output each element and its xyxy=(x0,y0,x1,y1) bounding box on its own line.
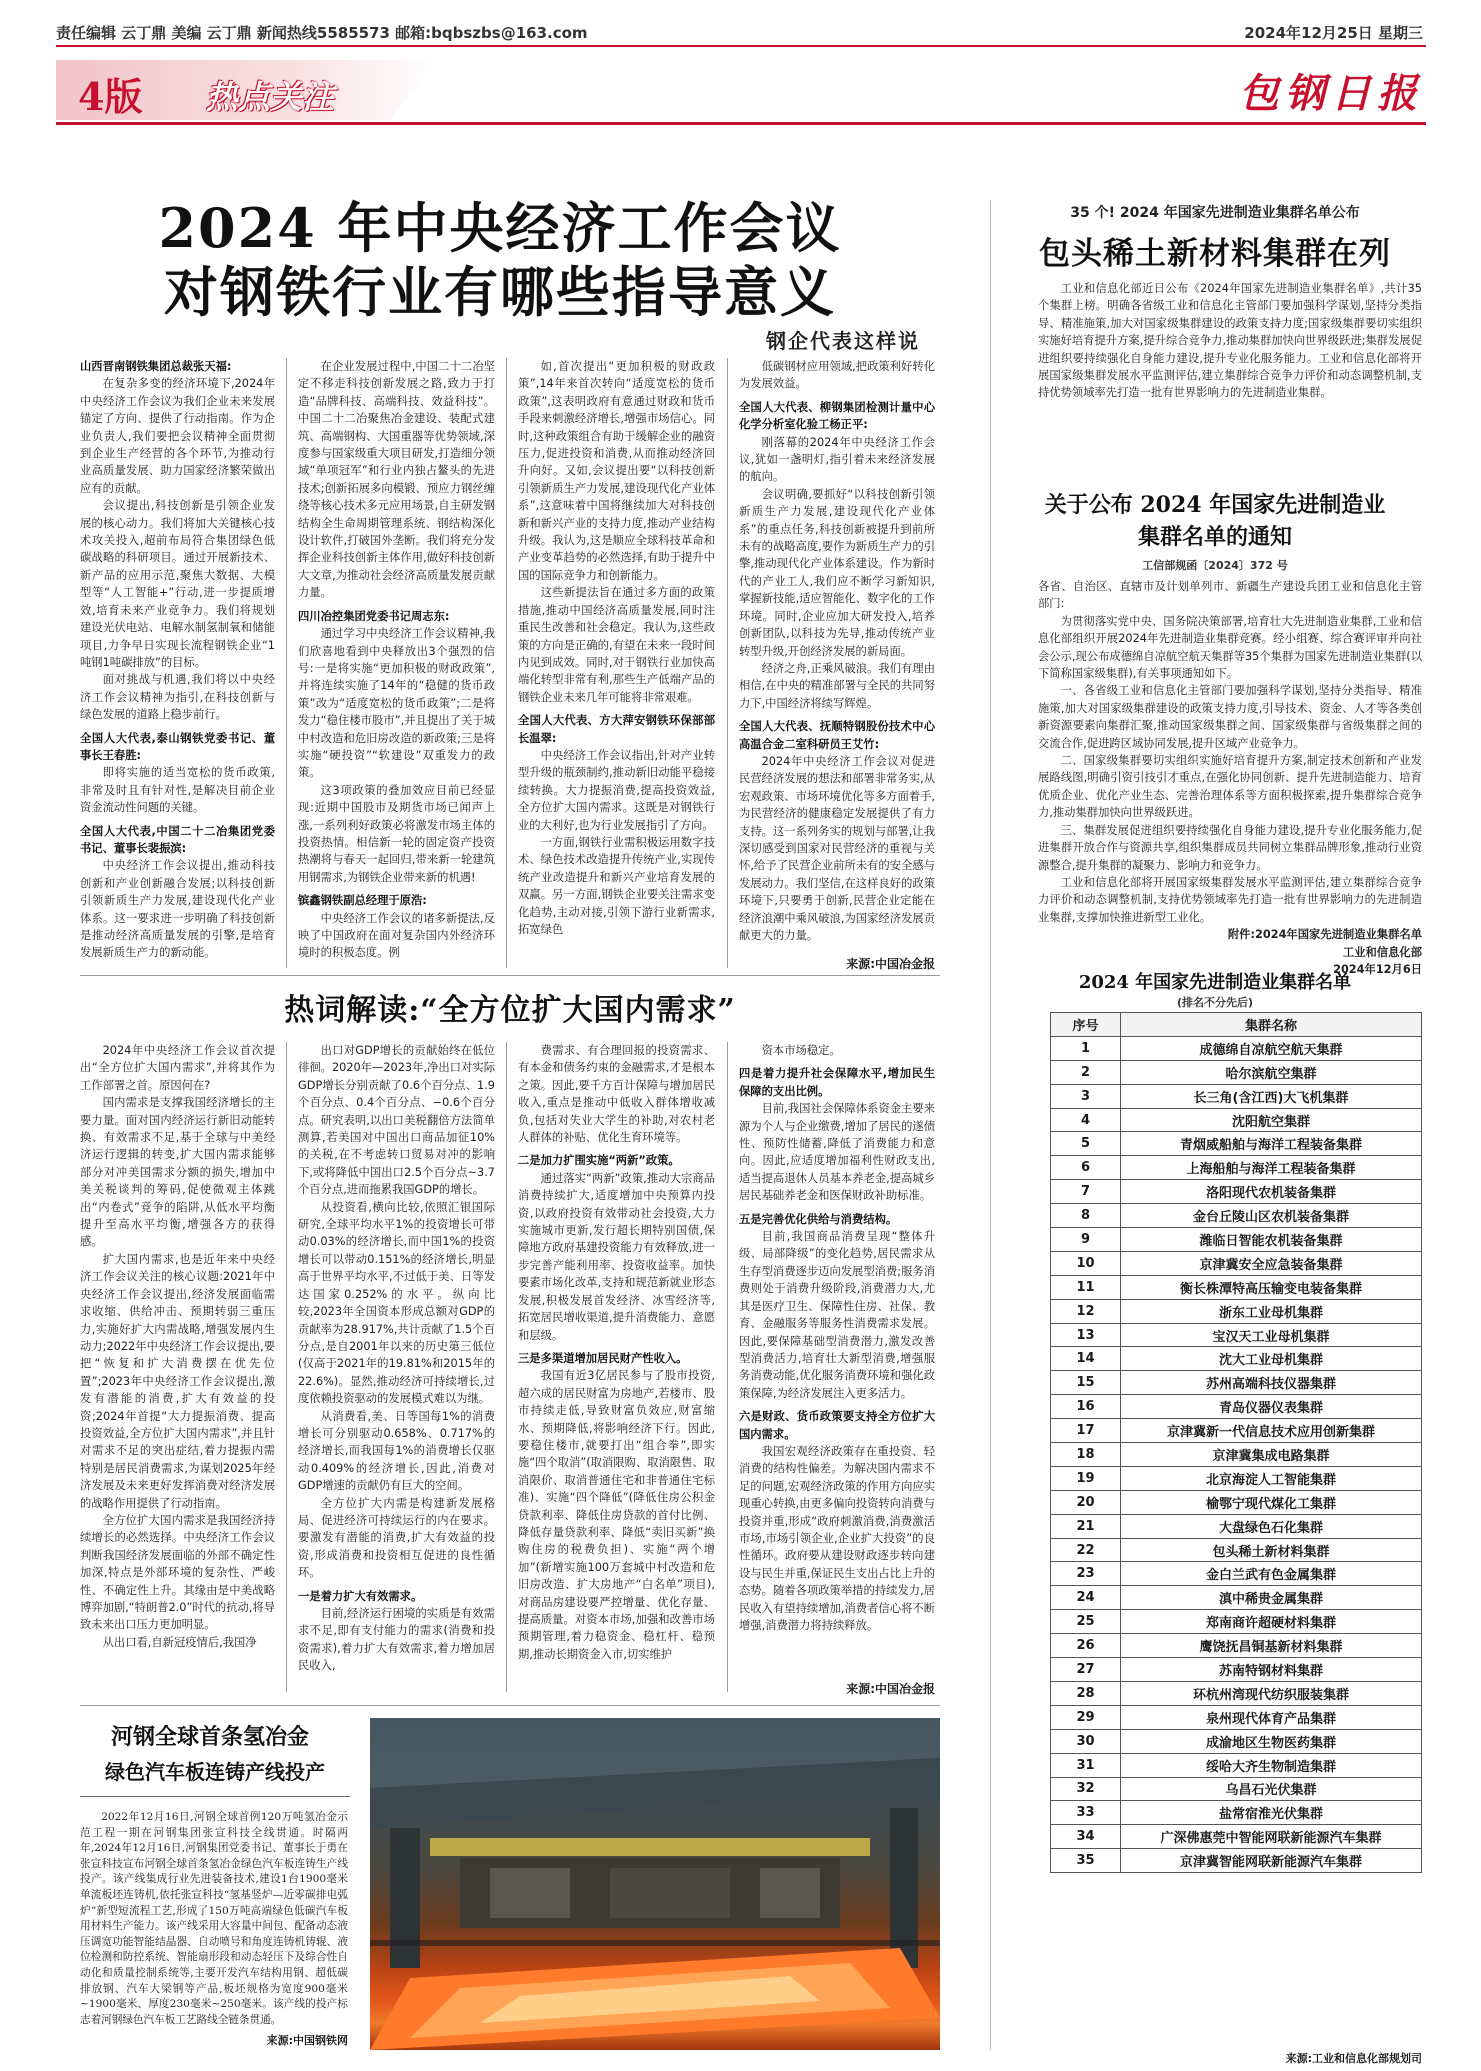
cluster-name: 浙东工业母机集群 xyxy=(1121,1299,1422,1323)
cluster-name: 青烟威船舶与海洋工程装备集群 xyxy=(1121,1132,1422,1156)
table-row xyxy=(1051,1658,1422,1682)
paragraph: 2024年中央经济工作会议对促进民营经济发展的想法和部署非常务实,从宏观政策、市场环境优化等多方面着手,为民营经济的健康稳定发展提供了有力支持。这一系列务实的规划与部署,让我深切感受到国家对民营经济的重视与关怀,给予了民营企业前所未有的安全感与发展动力。我们坚信,在这样良好的政策环境下,只要勇于创新,民营企业定能在经济浪潮中乘风破浪,为国家经济发展贡献更大的力量。 xyxy=(739,754,935,942)
cluster-list-source: 来源:工业和信息化部规划司 xyxy=(1285,2052,1422,2065)
row-number: 2 xyxy=(1051,1060,1121,1084)
speaker-heading: 全国人大代表,中国二十二冶集团党委书记、董事长裴振滨: xyxy=(80,824,275,855)
cluster-name: 苏南特钢材料集群 xyxy=(1121,1658,1422,1682)
cluster-news-title: 包头稀土新材料集群在列 xyxy=(1039,236,1391,272)
table-row xyxy=(1051,1251,1422,1275)
lead-column-1 xyxy=(80,358,275,968)
row-number: 25 xyxy=(1051,1610,1121,1634)
masthead-rule xyxy=(56,45,1426,47)
speaker-heading: 二是加力扩围实施“两新”政策。 xyxy=(518,1154,680,1168)
speaker-heading: 五是完善优化供给与消费结构。 xyxy=(739,1212,898,1226)
divider xyxy=(727,358,728,968)
speaker-heading: 全国人大代表、抚顺特钢股份技术中心高温合金二室科研员王艾竹: xyxy=(739,720,935,751)
speaker-heading: 六是财政、货币政策要支持全方位扩大国内需求。 xyxy=(739,1410,935,1441)
paragraph: 中央经济工作会议指出,针对产业转型升级的瓶颈制约,推动新旧动能平稳接续转换。大力提振消费,提高投资效益,全方位扩大国内需求。这既是对钢铁行业的大利好,也为行业发展指引了方向。 xyxy=(518,748,715,832)
notice-paragraph: 为贯彻落实党中央、国务院决策部署,培育壮大先进制造业集群,工业和信息化部组织开展2024年先进制造业集群竞赛。经小组赛、综合赛评审并向社会公示,现公布成德绵自凉航空航天集群等35个集群为国家先进制造业集群(以下简称国家级集群),有关事项通知如下。 xyxy=(1038,614,1422,681)
cluster-name: 苏州高端科技仪器集群 xyxy=(1121,1371,1422,1395)
table-row xyxy=(1051,1347,1422,1371)
paragraph: 会议提出,科技创新是引领企业发展的核心动力。我们将加大关键核心技术攻关投入,超前布局符合集团绿色低碳战略的科研项目。通过开展新技术、新产品的应用示范,聚焦大数据、大模型等“人工智能+”行动,进一步提质增效,培育未来产业竞争力。我们将规划建设光伏电站、电解水制氢制氧和储能项目,力争早日实现长流程钢铁企业“1吨钢1吨碳排放”的目标。 xyxy=(80,499,275,669)
cluster-name: 青岛仪器仪表集群 xyxy=(1121,1395,1422,1419)
row-number: 15 xyxy=(1051,1371,1121,1395)
row-number: 5 xyxy=(1051,1132,1121,1156)
table-row xyxy=(1051,1562,1422,1586)
table-row xyxy=(1051,1753,1422,1777)
cluster-list-table xyxy=(1050,1012,1422,1873)
table-row xyxy=(1051,1514,1422,1538)
divider xyxy=(506,358,507,968)
casting-line-photo xyxy=(370,1718,940,2050)
speaker-heading: 四是着力提升社会保障水平,增加民生保障的支出比例。 xyxy=(739,1067,935,1098)
notice-issuer: 工业和信息化部 xyxy=(1342,945,1422,959)
paragraph: 全方位扩大国内需求是我国经济持续增长的必然选择。中央经济工作会议判断我国经济发展面临的外部不确定性加深,特点是外部环境的复杂性、严峻性、不确定性上升。其缘由是中美战略博弈加剧,“特朗普2.0”时代的抗动,将导致未来出口压力更加明显。 xyxy=(80,1513,276,1632)
paragraph: 2024年中央经济工作会议首次提出“全方位扩大国内需求”,并将其作为工作部署之首。原因何在? xyxy=(80,1044,275,1092)
cluster-name: 滇中稀贵金属集群 xyxy=(1121,1586,1422,1610)
cluster-name: 潍临日智能农机装备集群 xyxy=(1121,1228,1422,1252)
paragraph: 目前,我国商品消费呈现“整体升级、局部降级”的变化趋势,居民需求从生存型消费逐步迈向发展型消费;服务消费则处于消费升级阶段,消费潜力大,尤其是医疗卫生、保障性住房、社保、教育、金融服务等服务性消费需求发展。因此,要保障基础型消费潜力,激发改善型消费活力,培育壮大新型消费,增强服务消费动能,优化服务消费环境和强化政策保障,为经济发展注入更多活力。 xyxy=(739,1230,935,1400)
notice-paragraph: 二、国家级集群要切实组织实施好培育提升方案,制定技术创新和产业发展路线图,明确引资引技引才重点,在强化协同创新、提升先进制造能力、培育优质企业、优化产业生态、完善治理体系等方面积极探索,提升集群综合竞争力,推动集群加快向世界级跃进。 xyxy=(1038,754,1422,820)
lead-column-4 xyxy=(739,358,935,954)
table-row xyxy=(1051,1228,1422,1252)
speaker-heading: 全国人大代表、方大萍安钢铁环保部部长温翠: xyxy=(518,714,715,745)
table-row xyxy=(1051,1729,1422,1753)
row-number: 14 xyxy=(1051,1347,1121,1371)
photo-art xyxy=(370,1718,940,2050)
cluster-name: 绥哈大齐生物制造集群 xyxy=(1121,1753,1422,1777)
table-row xyxy=(1051,1323,1422,1347)
row-number: 35 xyxy=(1051,1849,1121,1873)
hegang-rule xyxy=(80,1796,350,1797)
lead-title-line2: 对钢铁行业有哪些指导意义 xyxy=(164,260,836,324)
cluster-name: 鹰饶抚昌铜基新材料集群 xyxy=(1121,1634,1422,1658)
notice-paragraph: 一、各省级工业和信息化主管部门要加强科学谋划,坚持分类指导、精准施策,加大对国家级集群建设的政策支持力度,引导技术、资金、人才等各类创新资源要素向集群汇聚,推动国家级集群之间、国家级集群与省级集群之间的交流合作,促进跨区域协同发展,提升区域产业竞争力。 xyxy=(1038,684,1422,750)
cluster-name: 金白兰武有色金属集群 xyxy=(1121,1562,1422,1586)
cluster-news-kicker: 35 个! 2024 年国家先进制造业集群名单公布 xyxy=(1070,205,1360,221)
cluster-name: 京津冀新一代信息技术应用创新集群 xyxy=(1121,1419,1422,1443)
paragraph: 刚落幕的2024年中央经济工作会议,犹如一盏明灯,指引着未来经济发展的航向。 xyxy=(739,435,935,484)
cluster-name: 榆鄂宁现代煤化工集群 xyxy=(1121,1490,1422,1514)
row-number: 23 xyxy=(1051,1562,1121,1586)
table-row xyxy=(1051,1777,1422,1801)
row-number: 20 xyxy=(1051,1490,1121,1514)
row-number: 9 xyxy=(1051,1228,1121,1252)
paragraph: 这3项政策的叠加效应目前已经显现:近期中国股市及期货市场已闻声上涨,一系列利好政策必将激发市场主体的投资热情。相信新一轮的固定资产投资热潮将与春天一起回归,带来新一轮建筑用钢需求,为钢铁企业带来新的机遇! xyxy=(298,783,495,884)
table-row xyxy=(1051,1084,1422,1108)
page-number-banner xyxy=(56,60,436,120)
cluster-name: 北京海淀人工智能集群 xyxy=(1121,1466,1422,1490)
cluster-name: 大盘绿色石化集群 xyxy=(1121,1514,1422,1538)
row-number: 6 xyxy=(1051,1156,1121,1180)
paragraph: 低碳钢材应用领域,把政策利好转化为发展效益。 xyxy=(739,360,935,391)
paragraph: 中央经济工作会议的诸多新提法,反映了中国政府在面对复杂国内外经济环境时的积极态度。例 xyxy=(298,911,495,960)
speaker-heading: 四川冶控集团党委书记周志东: xyxy=(298,609,450,623)
hotword-column-3 xyxy=(518,1042,715,1692)
table-row xyxy=(1051,1634,1422,1658)
col-header-name: 集群名称 xyxy=(1121,1013,1422,1037)
notice-paragraph: 工业和信息化部将开展国家级集群发展水平监测评估,建立集群综合竞争力评价和动态调整机制,支持优势领域率先打造一批有世界影响力的先进制造业集群,支撑加快推进新型工业化。 xyxy=(1038,875,1422,924)
table-row xyxy=(1051,1108,1422,1132)
paragraph: 资本市场稳定。 xyxy=(761,1044,841,1057)
table-row xyxy=(1051,1419,1422,1443)
cluster-name: 衡长株潭特高压输变电装备集群 xyxy=(1121,1275,1422,1299)
table-row xyxy=(1051,1681,1422,1705)
row-number: 30 xyxy=(1051,1729,1121,1753)
divider xyxy=(286,358,287,968)
cluster-name: 成渝地区生物医药集群 xyxy=(1121,1729,1422,1753)
row-number: 11 xyxy=(1051,1275,1121,1299)
paragraph: 经济之舟,正乘风破浪。我们有理由相信,在中央的精准部署与全民的共同努力下,中国经济将续写辉煌。 xyxy=(739,661,935,710)
row-number: 8 xyxy=(1051,1204,1121,1228)
paragraph: 会议明确,要抓好“以科技创新引领新质生产力发展,建设现代化产业体系”的重点任务,科技创新被提升到前所未有的战略高度,要作为新质生产力的引擎,推动现代化产业体系建设。作为新时代的产业工人,我们应不断学习新知识,掌握新技能,适应智能化、数字化的工作环境。同时,企业应加大研发投入,培养创新团队,以科技为先导,推动传统产业转型升级,开创经济发展的新局面。 xyxy=(739,487,935,658)
divider xyxy=(80,975,940,976)
hotword-column-2 xyxy=(298,1042,495,1692)
row-number: 22 xyxy=(1051,1538,1121,1562)
table-row xyxy=(1051,1299,1422,1323)
table-row xyxy=(1051,1466,1422,1490)
table-row xyxy=(1051,1705,1422,1729)
cluster-name: 沈阳航空集群 xyxy=(1121,1108,1422,1132)
cluster-name: 上海船舶与海洋工程装备集群 xyxy=(1121,1156,1422,1180)
table-row xyxy=(1051,1060,1422,1084)
paragraph: 费需求、有合理回报的投资需求、有本金和债务约束的金融需求,才是根本之策。因此,要千方百计保障与增加居民收入,重点是推动中低收入群体增收减负,包括对失业大学生的补助,对农村老人群体的补贴、优化生育环境等。 xyxy=(518,1044,715,1145)
speaker-heading: 山西晋南钢铁集团总裁张天福: xyxy=(80,360,232,373)
paragraph: 从投资看,横向比较,依照汇银国际研究,全球平均水平1%的投资增长可带动0.03%的经济增长,而中国1%的投资增长可以带动0.151%的经济增长,明显高于世界平均水平,不过低于美、日等发达国家0.252%的水平。纵向比较,2023年全国资本形成总额对GDP的贡献率为28.917%,共计贡献了1.5个百分点,是自2001年以来的历史第三低位(仅高于2021年的19.81%和2015年的22.6%)。显然,推动经济可持续增长,过度依赖投资驱动的发展模式难以为继。 xyxy=(298,1200,495,1406)
lead-column-2 xyxy=(298,358,495,968)
table-row xyxy=(1051,1036,1422,1060)
cluster-name: 沈大工业母机集群 xyxy=(1121,1347,1422,1371)
cluster-name: 长三角(含江西)大飞机集群 xyxy=(1121,1084,1422,1108)
masthead-date: 2024年12月25日 星期三 xyxy=(1244,24,1423,42)
row-number: 24 xyxy=(1051,1586,1121,1610)
hegang-source: 来源:中国钢铁网 xyxy=(266,2034,348,2047)
paragraph: 一方面,钢铁行业需积极运用数字技术、绿色技术改造提升传统产业,实现传统产业改造提升和新兴产业培育发展的双赢。另一方面,钢铁企业要关注需求变化趋势,主动对接,引领下游行业新需求,拓宽绿色 xyxy=(518,835,715,936)
notice-title-line1: 关于公布 2024 年国家先进制造业 xyxy=(1044,492,1386,518)
hotword-column-1 xyxy=(80,1042,275,1692)
cluster-name: 盐常宿淮光伏集群 xyxy=(1121,1801,1422,1825)
paragraph: 从出口看,自新冠疫情后,我国净 xyxy=(102,1635,257,1649)
table-row xyxy=(1051,1586,1422,1610)
paragraph: 目前,经济运行困境的实质是有效需求不足,即有支付能力的需求(消费和投资需求),着力扩大有效需求,着力增加居民收入, xyxy=(298,1607,495,1673)
hotword-title: 热词解读:“全方位扩大国内需求” xyxy=(284,993,736,1028)
table-row xyxy=(1051,1395,1422,1419)
cluster-name: 泉州现代体育产品集群 xyxy=(1121,1705,1422,1729)
table-row xyxy=(1051,1825,1422,1849)
lead-source: 来源:中国冶金报 xyxy=(846,957,935,971)
cluster-name: 包头稀土新材料集群 xyxy=(1121,1538,1422,1562)
paragraph: 面对挑战与机遇,我们将以中央经济工作会议精神为指引,在科技创新与绿色发展的道路上稳步前行。 xyxy=(80,673,275,722)
table-row xyxy=(1051,1610,1422,1634)
paragraph: 我国宏观经济政策存在重投资、轻消费的结构性偏差。为解决国内需求不足的问题,宏观经济政策的作用方向应实现重心转换,由更多偏向投资转向消费与投资并重,形成“政府刺激消费,消费激活市场,市场引领企业,企业扩大投资”的良性循环。政府要从建设财政逐步转向建设与民生并重,保证民生支出占比上升的态势。随着各项政策举措的持续发力,居民收入有望持续增加,消费者信心将不断增强,消费潜力将持续释放。 xyxy=(739,1444,935,1632)
paragraph: 即将实施的适当宽松的货币政策,非常及时且有针对性,是解决目前企业资金流动性问题的关键。 xyxy=(80,766,275,815)
paragraph: 目前,我国社会保障体系资金主要来源为个人与企业缴费,增加了居民的遂债性、预防性储蓄,降低了消费能力和意向。因此,应适度增加福利性财政支出,适当提高退休人员基本养老金,提高城乡居民基础养老金和医保财政补助标准。 xyxy=(739,1102,935,1203)
table-row xyxy=(1051,1849,1422,1873)
hegang-title-line1: 河钢全球首条氢冶金 xyxy=(110,1724,309,1750)
hotword-column-4 xyxy=(739,1042,935,1678)
cluster-name: 环杭州湾现代纺织服装集群 xyxy=(1121,1681,1422,1705)
notice-title-line2: 集群名单的通知 xyxy=(1137,524,1292,550)
divider xyxy=(727,1042,728,1692)
speaker-heading: 镔鑫钢铁副总经理于原浩: xyxy=(298,894,427,908)
speaker-heading: 全国人大代表、柳钢集团检测计量中心化学分析室化验工杨正平: xyxy=(739,400,935,432)
paragraph: 全方位扩大内需是构建新发展格局、促进经济可持续运行的内在要求。要激发有潜能的消费,扩大有效益的投资,形成消费和投资相互促进的良性循环。 xyxy=(298,1496,495,1580)
row-number: 17 xyxy=(1051,1419,1121,1443)
row-number: 3 xyxy=(1051,1084,1121,1108)
row-number: 4 xyxy=(1051,1108,1121,1132)
cluster-name: 金台丘陵山区农机装备集群 xyxy=(1121,1204,1422,1228)
paragraph: 扩大国内需求,也是近年来中央经济工作会议关注的核心议题:2021年中央经济工作会议提出,经济发展面临需求收缩、供给冲击、预期转弱三重压力,实施好扩大内需战略,增强发展内生动力;2022年中央经济工作会议提出,要把“恢复和扩大消费摆在优先位置”;2023年中央经济工作会议提出,激发有潜能的消费,扩大有效益的投资;2024年首提“大力提振消费、提高投资效益,全方位扩大国内需求”,并且针对需求不足的突出症结,着力提振内需特别是居民消费需求,为谋划2025年经济发展及未来更好发挥消费对经济发展的战略作用提供了行动指南。 xyxy=(80,1252,275,1510)
paragraph: 从消费看,美、日等国每1%的消费增长可分别驱动0.658%、0.717%的经济增长,而我国每1%的消费增长仅驱动0.409%的经济增长,因此,消费对GDP增速的贡献仍有巨大的空间。 xyxy=(298,1409,495,1493)
masthead-editors: 责任编辑 云丁鼎 美编 云丁鼎 新闻热线5585573 邮箱:bqbszbs@163.com xyxy=(56,24,588,42)
cluster-name: 宝汉天工业母机集群 xyxy=(1121,1323,1422,1347)
row-number: 21 xyxy=(1051,1514,1121,1538)
row-number: 32 xyxy=(1051,1777,1121,1801)
paragraph: 在复杂多变的经济环境下,2024年中央经济工作会议为我们企业未来发展锚定了方向、提供了行动指南。作为企业负责人,我们要把会议精神全面贯彻到企业生产经营的各个环节,为推动行业高质量发展、助力国家经济繁荣做出应有的贡献。 xyxy=(80,377,275,495)
row-number: 28 xyxy=(1051,1681,1121,1705)
paragraph: 在企业发展过程中,中国二十二冶坚定不移走科技创新发展之路,致力于打造“品牌科技、高端科技、效益科技”。中国二十二冶聚焦冶金建设、装配式建筑、高端钢构、大国重器等优势领域,深度参与国家级重大项目研发,打造细分领域“单项冠军”和行业内独占鳌头的先进技术;创新拓展多向模锻、预应力钢丝缠绕等核心技术多元应用场景,自主研发钢结构全生命周期管理系统、钢结构深化设计软件,打破国外垄断。我们将充分发挥企业科技创新主体作用,做好科技创新大文章,为推动社会经济高质量发展贡献力量。 xyxy=(298,360,495,600)
cluster-name: 哈尔滨航空集群 xyxy=(1121,1060,1422,1084)
lead-subtitle: 钢企代表这样说 xyxy=(766,329,920,353)
notice-body xyxy=(1038,578,1422,976)
table-row xyxy=(1051,1180,1422,1204)
divider xyxy=(286,1042,287,1692)
lead-title-line1: 2024 年中央经济工作会议 xyxy=(158,196,842,260)
section-title: 热点关注 xyxy=(206,78,335,116)
notice-attachment: 附件:2024年国家先进制造业集群名单 xyxy=(1227,928,1422,942)
hegang-body: 2022年12月16日,河钢全球首例120万吨氢冶金示范工程一期在河钢集团张宣科技全线贯通。时隔两年,2024年12月16日,河钢集团党委书记、董事长于勇在张宣科技宣布河钢全球首条氢冶金绿色汽车板连铸生产线投产。该产线集成行业先进装备技术,建设1台1900毫米单流板坯连铸机,依托张宣科技“氢基竖炉—近零碳排电弧炉”新型短流程工艺,形成了150万吨高端绿色低碳汽车板用材料生产能力。该产线采用大容量中间包、配备动态液压调宽功能智能结晶器、自动喷号和角度连铸机铸辊、液位检测和防控系统、智能扇形段和动态轻压下及综合性自动化和质量控制系统等,主要开发汽车结构用钢、超低碳排放钢、汽车大梁钢等产品,板坯规格为宽度900毫米~1900毫米、厚度230毫米~250毫米。该产线的投产标志着河钢绿色汽车板工艺路线全链条贯通。 xyxy=(80,1811,348,2026)
table-row xyxy=(1051,1443,1422,1467)
paragraph: 通过学习中央经济工作会议精神,我们欣喜地看到中央释放出3个强烈的信号:一是将实施“更加积极的财政政策”,并将连续实施了14年的“稳健的货币政策”改为“适度宽松的货币政策”;二是将发力“稳住楼市股市”,并且提出了关于城中村改造和危旧房改造的新政策;三是将实施“硬投资”“软建设”双重发力的政策。 xyxy=(298,627,495,780)
paragraph: 出口对GDP增长的贡献始终在低位徘徊。2020年—2023年,净出口对实际GDP增长分别贡献了0.6个百分点、1.9个百分点、0.4个百分点、−0.6个百分点。研究表明,以出口美税翻倍方法简单测算,若美国对中国出口商品加征10%的关税,在不考虑转口贸易对冲的影响下,或将降低中国出口2.5个百分点~3.7个百分点,进而拖累我国GDP的增长。 xyxy=(298,1044,495,1197)
cluster-name: 乌昌石光伏集群 xyxy=(1121,1777,1422,1801)
row-number: 19 xyxy=(1051,1466,1121,1490)
paragraph: 如,首次提出“更加积极的财政政策”,14年来首次转向“适度宽松的货币政策”,这表明政府有意通过财政和货币手段来刺激经济增长,增强市场信心。同时,这种政策组合有助于缓解企业的融资压力,促进投资和消费,从而推动经济回升向好。又如,会议提出要“以科技创新引领新质生产力发展,建设现代化产业体系”,这意味着中国将继续加大对科技创新和新兴产业的支持力度,推动产业结构升级。我认为,这是顺应全球科技革命和产业变革趋势的必然选择,有助于提升中国的国际竞争力和创新能力。 xyxy=(518,360,715,582)
row-number: 27 xyxy=(1051,1658,1121,1682)
table-row xyxy=(1051,1156,1422,1180)
row-number: 13 xyxy=(1051,1323,1121,1347)
section-rule xyxy=(56,122,1426,125)
notice-greeting: 各省、自治区、直辖市及计划单列市、新疆生产建设兵团工业和信息化主管部门: xyxy=(1038,580,1422,611)
table-row xyxy=(1051,1538,1422,1562)
divider xyxy=(990,200,991,2050)
divider xyxy=(80,1705,940,1706)
cluster-list-note: (排名不分先后) xyxy=(1176,996,1254,1009)
row-number: 18 xyxy=(1051,1443,1121,1467)
table-row xyxy=(1051,1371,1422,1395)
row-number: 34 xyxy=(1051,1825,1121,1849)
cluster-name: 京津冀集成电路集群 xyxy=(1121,1443,1422,1467)
hegang-title-line2: 绿色汽车板连铸产线投产 xyxy=(105,1760,325,1784)
lead-column-3 xyxy=(518,358,715,968)
paragraph: 这些新提法旨在通过多方面的政策措施,推动中国经济高质量发展,同时注重民生改善和社会稳定。我认为,这些政策的方向是正确的,有望在未来一段时间内见到成效。同时,对于钢铁行业加快高端化转型非常有利,那些生产低端产品的钢铁企业未来几年可能将非常艰难。 xyxy=(518,586,715,704)
divider xyxy=(506,1042,507,1692)
cluster-name: 郑南商许超硬材料集群 xyxy=(1121,1610,1422,1634)
row-number: 10 xyxy=(1051,1251,1121,1275)
table-row xyxy=(1051,1490,1422,1514)
speaker-heading: 三是多渠道增加居民财产性收入。 xyxy=(518,1351,688,1365)
row-number: 12 xyxy=(1051,1299,1121,1323)
table-row xyxy=(1051,1275,1422,1299)
notice-doc-number: 工信部规函〔2024〕372 号 xyxy=(1142,559,1288,572)
speaker-heading: 全国人大代表,泰山钢铁党委书记、董事长王春胜: xyxy=(80,731,275,762)
table-row xyxy=(1051,1132,1422,1156)
page-number: 4版 xyxy=(78,74,143,119)
notice-paragraph: 三、集群发展促进组织要持续强化自身能力建设,提升专业化服务能力,促进集群开放合作与资源共享,组织集群成员共同树立集群品牌形象,推动行业资源整合,提升集群的凝聚力、影响力和竞争力。 xyxy=(1038,823,1422,872)
col-header-no: 序号 xyxy=(1051,1013,1121,1037)
row-number: 26 xyxy=(1051,1634,1121,1658)
hotword-source: 来源:中国冶金报 xyxy=(846,1682,935,1696)
cluster-name: 京津冀安全应急装备集群 xyxy=(1121,1251,1422,1275)
paper-logo: 包钢日报 xyxy=(1239,70,1423,117)
speaker-heading: 一是着力扩大有效需求。 xyxy=(298,1589,423,1603)
paragraph: 我国有近3亿居民参与了股市投资,超六成的居民财富为房地产,若楼市、股市持续走低,导致财富负效应,财富缩水、预期降低,将影响经济下行。因此,要稳住楼市,就要打出“组合拳”,即实施“四个取消”(取消限购、取消限售、取消限价、取消普通住宅和非普通住宅标准)、实施“四个降低”(降低住房公积金贷款利率、降低住房贷款的首付比例、降低存量贷款利率、降低“卖旧买新”换购住房的税费负担)、实施“两个增加”(新增实施100万套城中村改造和危旧房改造、扩大房地产“白名单”项目),对商品房建设要严控增量、优化存量、提高质量。对资本市场,加强和改善市场预期管理,着力稳资金、稳杠杆、稳预期,推动长期资金入市,切实维护 xyxy=(518,1369,715,1661)
cluster-name: 广深佛惠莞中智能网联新能源汽车集群 xyxy=(1121,1825,1422,1849)
table-row xyxy=(1051,1204,1422,1228)
paragraph: 中央经济工作会议提出,推动科技创新和产业创新融合发展;以科技创新引领新质生产力发展,建设现代化产业体系。这一要求进一步明确了科技创新是推动经济高质量发展的引擎,是培育发展新质生产力的新动能。 xyxy=(80,859,275,960)
cluster-name: 成德绵自凉航空航天集群 xyxy=(1121,1036,1422,1060)
cluster-name: 洛阳现代农机装备集群 xyxy=(1121,1180,1422,1204)
cluster-list-title: 2024 年国家先进制造业集群名单 xyxy=(1078,972,1352,993)
row-number: 29 xyxy=(1051,1705,1121,1729)
table-row xyxy=(1051,1801,1422,1825)
paragraph: 国内需求是支撑我国经济增长的主要力量。面对国内经济运行新旧动能转换、有效需求不足,基于全球与中美经济运行逻辑的转变,扩大国内需求能够部分对冲美国需求分额的损失,增加中美关税谈判的筹码,促使微观主体跳出“内卷式”竞争的陷阱,从低水平均衡提升至高水平均衡,增强各方的获得感。 xyxy=(80,1096,275,1249)
row-number: 1 xyxy=(1051,1036,1121,1060)
cluster-name: 京津冀智能网联新能源汽车集群 xyxy=(1121,1849,1422,1873)
row-number: 31 xyxy=(1051,1753,1121,1777)
row-number: 7 xyxy=(1051,1180,1121,1204)
cluster-news-body: 工业和信息化部近日公布《2024年国家先进制造业集群名单》,共计35个集群上榜。明确各省级工业和信息化主管部门要加强科学谋划,坚持分类指导、精准施策,加大对国家级集群建设的政策支持力度;国家级集群要切实组织实施好培育提升方案,提升综合竞争力,推动集群加快向世界级跃进;集群发展促进组织要持续强化自身能力建设,提升专业化服务能力。工业和信息化部将开展国家级集群发展水平监测评估,建立集群综合竞争力评价和动态调整机制,支持优势领域率先打造一批有世界影响力的先进制造业集群。 xyxy=(1038,282,1422,400)
paragraph: 通过落实“两新”政策,推动大宗商品消费持续扩大,适度增加中央预算内投资,以政府投资有效带动社会投资,大力实施城市更新,发行超长期特别国债,保障地方政府基建投资能力有效释放,进一步完善产能利用率、投资收益率。加快要素市场化改革,支持和规范新就业形态发展,积极发展首发经济、冰雪经济等,拓宽居民增收渠道,提升消费能力、意愿和层级。 xyxy=(518,1171,715,1342)
notice-date: 2024年12月6日 xyxy=(1333,962,1422,976)
row-number: 16 xyxy=(1051,1395,1121,1419)
row-number: 33 xyxy=(1051,1801,1121,1825)
